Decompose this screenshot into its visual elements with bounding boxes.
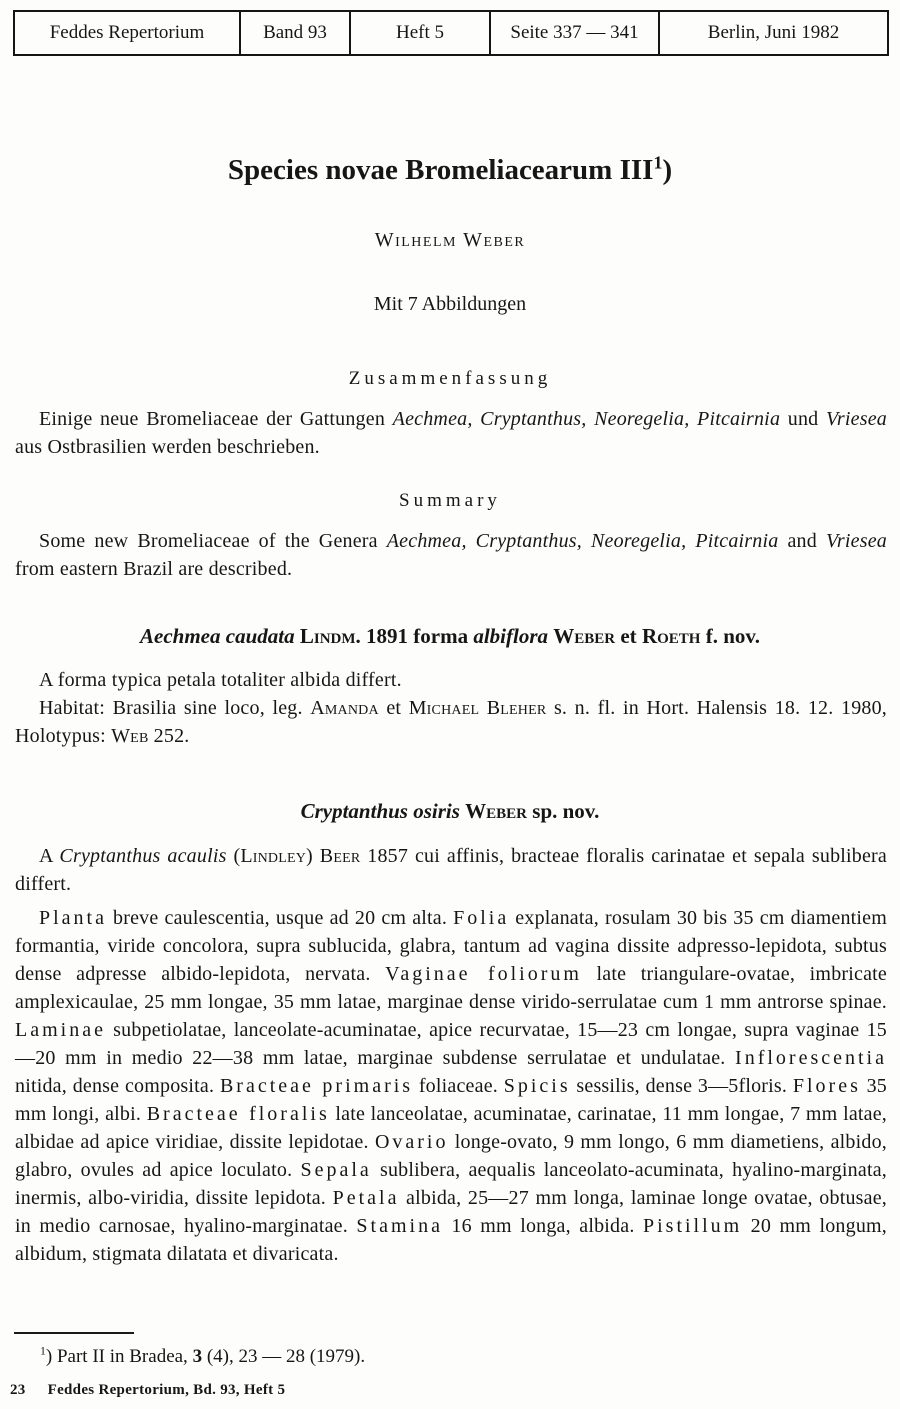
- running-footer-text: Feddes Repertorium, Bd. 93, Heft 5: [47, 1382, 286, 1398]
- page-number: 23: [10, 1382, 26, 1398]
- zusammenfassung-heading: Zusammenfassung: [348, 368, 552, 389]
- journal-header-table: [13, 10, 889, 56]
- author-name: Wilhelm Weber: [374, 229, 526, 251]
- journal-header-row: [14, 11, 888, 55]
- summary-heading: Summary: [399, 490, 501, 511]
- aechmea-diagnosis-paragraph: A forma typica petala totaliter albida differt.: [39, 669, 402, 692]
- cryptanthus-section-heading: Cryptanthus osiris Weber sp. nov.: [300, 799, 600, 824]
- aechmea-section-heading: Aechmea caudata Lindm. 1891 forma albiflora Weber et Roeth f. nov.: [140, 624, 760, 648]
- page-bottom-block: [0, 1332, 900, 1409]
- aechmea-habitat-paragraph: Habitat: Brasilia sine loco, leg. Amanda et Michael Bleher s. n. fl. in Hort. Halensis 18. 12. 1980, Holotypus: Web 252.: [15, 697, 887, 748]
- figures-note: Mit 7 Abbildungen: [373, 293, 527, 315]
- summary-paragraph: Some new Bromeliaceae of the Genera Aechmea, Cryptanthus, Neoregelia, Pitcairnia and Vriesea from eastern Brazil are described.: [15, 530, 887, 580]
- journal-name-cell: Feddes Repertorium: [49, 22, 205, 43]
- journal-band-cell: Band 93: [240, 11, 350, 55]
- cryptanthus-diagnosis-paragraph: A Cryptanthus acaulis (Lindley) Beer 1857 cui affinis, bracteae floralis carinatae et sepala sublibera differt.: [15, 844, 887, 895]
- running-footer: [0, 1382, 900, 1399]
- journal-pages-cell: Seite 337 — 341: [490, 11, 659, 55]
- article-title: Species novae Bromeliacearum III$^1$): [227, 152, 673, 186]
- footnote-rule: [14, 1332, 134, 1334]
- zusammenfassung-paragraph: Einige neue Bromeliaceae der Gattungen Aechmea, Cryptanthus, Neoregelia, Pitcairnia und Vriesea aus Ostbrasilien werden beschrieben.: [15, 408, 887, 458]
- footnote-text: $^1$) Part II in Bradea, 3 (4), 23 — 28 (1979).: [40, 1344, 366, 1367]
- journal-heft-cell: Heft 5: [350, 11, 490, 55]
- cryptanthus-description-paragraph: Planta breve caulescentia, usque ad 20 cm alta. Folia explanata, rosulam 30 bis 35 cm diamentiem formantia, viride concolora, supra sublucida, glabra, tantum ad vagina dissite adpresso-lepidota, subtus dense adpresse albido-lepidota, nervata. Vaginae foliorum late triangulare-ovatae, imbricate amplexicaulae, 25 mm longae, 35 mm latae, marginae dense virido-serrulatae cum 1 mm antrorse spinae. Laminae subpetiolatae, lanceolate-acuminatae, apice recurvatae, 15—23 cm longae, supra vaginae 15—20 mm in medio 22—38 mm latae, marginae subdense serrulatae et undulatae. Inflorescentia nitida, dense composita. Bracteae primaris foliaceae. Spicis sessilis, dense 3—5floris. Flores 35 mm longi, albi. Bracteae floralis late lanceolatae, acuminatae, carinatae, 11 mm longae, 7 mm latae, albidae ad apice viridiae, dissite lepidotae. Ovario longe-ovato, 9 mm longo, 6 mm diametiens, albido, glabro, ovules ad apice loculato. Sepala sublibera, aequalis lanceolato-acuminata, hyalino-marginata, inermis, albo-viridia, dissite lepidota. Petala albida, 25—27 mm longa, laminae longe ovatae, obtusae, in medio carnosae, hyalino-marginatae. Stamina 16 mm longa, albida. Pistillum 20 mm longum, albidum, stigmata dilatata et divaricata.: [15, 906, 888, 1265]
- journal-issue-cell: Berlin, Juni 1982: [659, 11, 888, 55]
